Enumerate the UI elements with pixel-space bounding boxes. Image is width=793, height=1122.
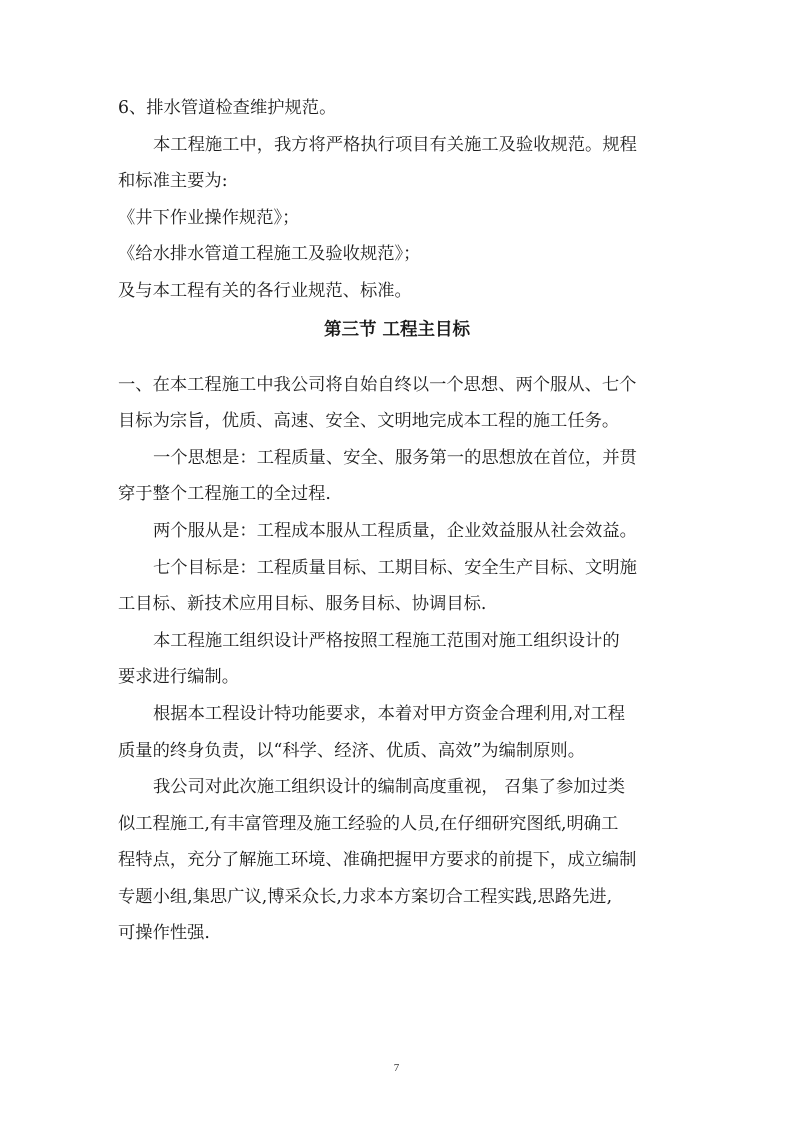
paragraph-line: 穿于整个工程施工的全过程. <box>118 484 331 505</box>
paragraph-line: 七个目标是：工程质量目标、工期目标、安全生产目标、文明施 <box>153 557 637 578</box>
paragraph-line: 专题小组,集思广议,博采众长,力求本方案切合工程实践,思路先进, <box>118 886 613 907</box>
paragraph-line: 及与本工程有关的各行业规范、标准。 <box>118 280 412 301</box>
paragraph-line: 工目标、新技术应用目标、服务目标、协调目标. <box>118 594 487 615</box>
paragraph-line: 本工程施工中，我方将严格执行项目有关施工及验收规范。规程 <box>153 134 637 155</box>
paragraph-line: 程特点，充分了解施工环境、准确把握甲方要求的前提下，成立编制 <box>118 850 637 871</box>
paragraph-line: 本工程施工组织设计严格按照工程施工范围对施工组织设计的 <box>153 630 620 651</box>
paragraph-line: 可操作性强. <box>118 923 210 944</box>
paragraph-line: 要求进行编制。 <box>118 667 239 688</box>
paragraph-line: 一个思想是：工程质量、安全、服务第一的思想放在首位，并贯 <box>153 447 637 468</box>
list-item-6: 6、排水管道检查维护规范。 <box>118 98 337 118</box>
paragraph-line: 我公司对此次施工组织设计的编制高度重视， 召集了参加过类 <box>153 777 626 798</box>
standard-reference: 《井下作业操作规范》； <box>118 207 300 228</box>
paragraph-line: 两个服从是：工程成本服从工程质量，企业效益服从社会效益。 <box>153 520 637 541</box>
paragraph-line: 质量的终身负责，以“科学、经济、优质、高效”为编制原则。 <box>118 740 585 761</box>
standard-reference: 《给水排水管道工程施工及验收规范》； <box>118 244 421 265</box>
page-number: 7 <box>393 1062 400 1074</box>
section-heading: 第三节 工程主目标 <box>323 319 471 340</box>
paragraph-line: 和标准主要为: <box>118 171 228 192</box>
page-content <box>118 90 676 952</box>
paragraph-line: 根据本工程设计特功能要求，本着对甲方资金合理利用,对工程 <box>153 703 626 724</box>
paragraph-line: 目标为宗旨，优质、高速、安全、文明地完成本工程的施工任务。 <box>118 411 620 432</box>
paragraph-line: 一、在本工程施工中我公司将自始自终以一个思想、两个服从、七个 <box>118 374 637 395</box>
paragraph-line: 似工程施工,有丰富管理及施工经验的人员,在仔细研究图纸,明确工 <box>118 813 619 834</box>
